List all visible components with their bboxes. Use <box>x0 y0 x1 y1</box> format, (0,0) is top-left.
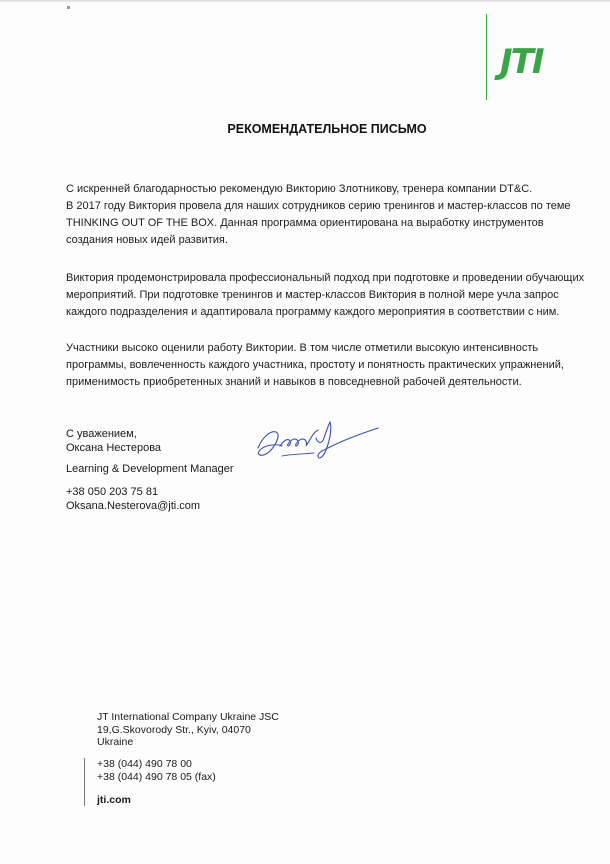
paragraph-line: В 2017 году Виктория провела для наших сотрудников серию тренингов и мастер-классов по теме <box>66 200 571 212</box>
footer-website: jti.com <box>97 794 131 806</box>
paragraph-line: С искренней благодарностью рекомендую Викторию Злотникову, тренера компании DT&C. <box>66 183 533 195</box>
paragraph-line: THINKING OUT OF THE BOX. Данная программа ориентирована на выработку инструментов <box>66 217 544 229</box>
signer-contacts <box>66 485 200 513</box>
footer-company-address <box>97 711 279 749</box>
closing-phrase: С уважением, <box>66 428 137 440</box>
scan-mark <box>67 6 70 9</box>
paragraph-line: создания новых идей развития. <box>66 234 228 246</box>
paragraph-line: Виктория продемонстрировала профессиональный подход при подготовке и проведении обучающих <box>66 272 585 284</box>
paragraph-line: каждого подразделения и адаптировала программу каждого мероприятия в соответствии с ним. <box>66 306 560 318</box>
footer-company-line: 19,G.Skovorody Str., Kyiv, 04070 <box>97 723 251 736</box>
paragraph-1 <box>66 181 571 249</box>
paragraph-line: применимость приобретенных знаний и навыков в повседневной рабочей деятельности. <box>66 376 522 388</box>
footer-company-line: JT International Company Ukraine JSC <box>97 711 279 723</box>
footer-fax-line: +38 (044) 490 78 05 (fax) <box>97 770 216 783</box>
paragraph-line: программы, вовлеченность каждого участника, простоту и понятность практических упражнений, <box>66 359 564 371</box>
paragraph-2 <box>66 270 585 321</box>
paragraph-line: мероприятий. При подготовке тренингов и мастер-классов Виктория в полной мере учла запрос <box>66 289 559 301</box>
signer-position: Learning & Development Manager <box>66 463 234 475</box>
signer-email: Oksana.Nesterova@jti.com <box>66 500 201 512</box>
paragraph-line: Участники высоко оценили работу Виктории. В том числе отметили высокую интенсивность <box>66 342 539 354</box>
logo-divider <box>486 14 487 100</box>
closing-block <box>66 427 161 455</box>
signer-name: Оксана Нестерова <box>66 442 162 454</box>
paragraph-3 <box>66 340 566 391</box>
jti-logo <box>500 43 566 87</box>
jti-logo-text: JTI <box>500 42 543 82</box>
scan-top-edge <box>0 0 610 3</box>
footer-divider <box>84 758 85 806</box>
footer-company-line: Ukraine <box>97 736 134 748</box>
footer-phones <box>97 758 216 783</box>
handwritten-signature <box>252 410 382 465</box>
letter-title: РЕКОМЕНДАТЕЛЬНОЕ ПИСЬМО <box>227 122 427 136</box>
signer-phone: +38 050 203 75 81 <box>66 486 159 498</box>
footer-phone-line: +38 (044) 490 78 00 <box>97 758 192 770</box>
